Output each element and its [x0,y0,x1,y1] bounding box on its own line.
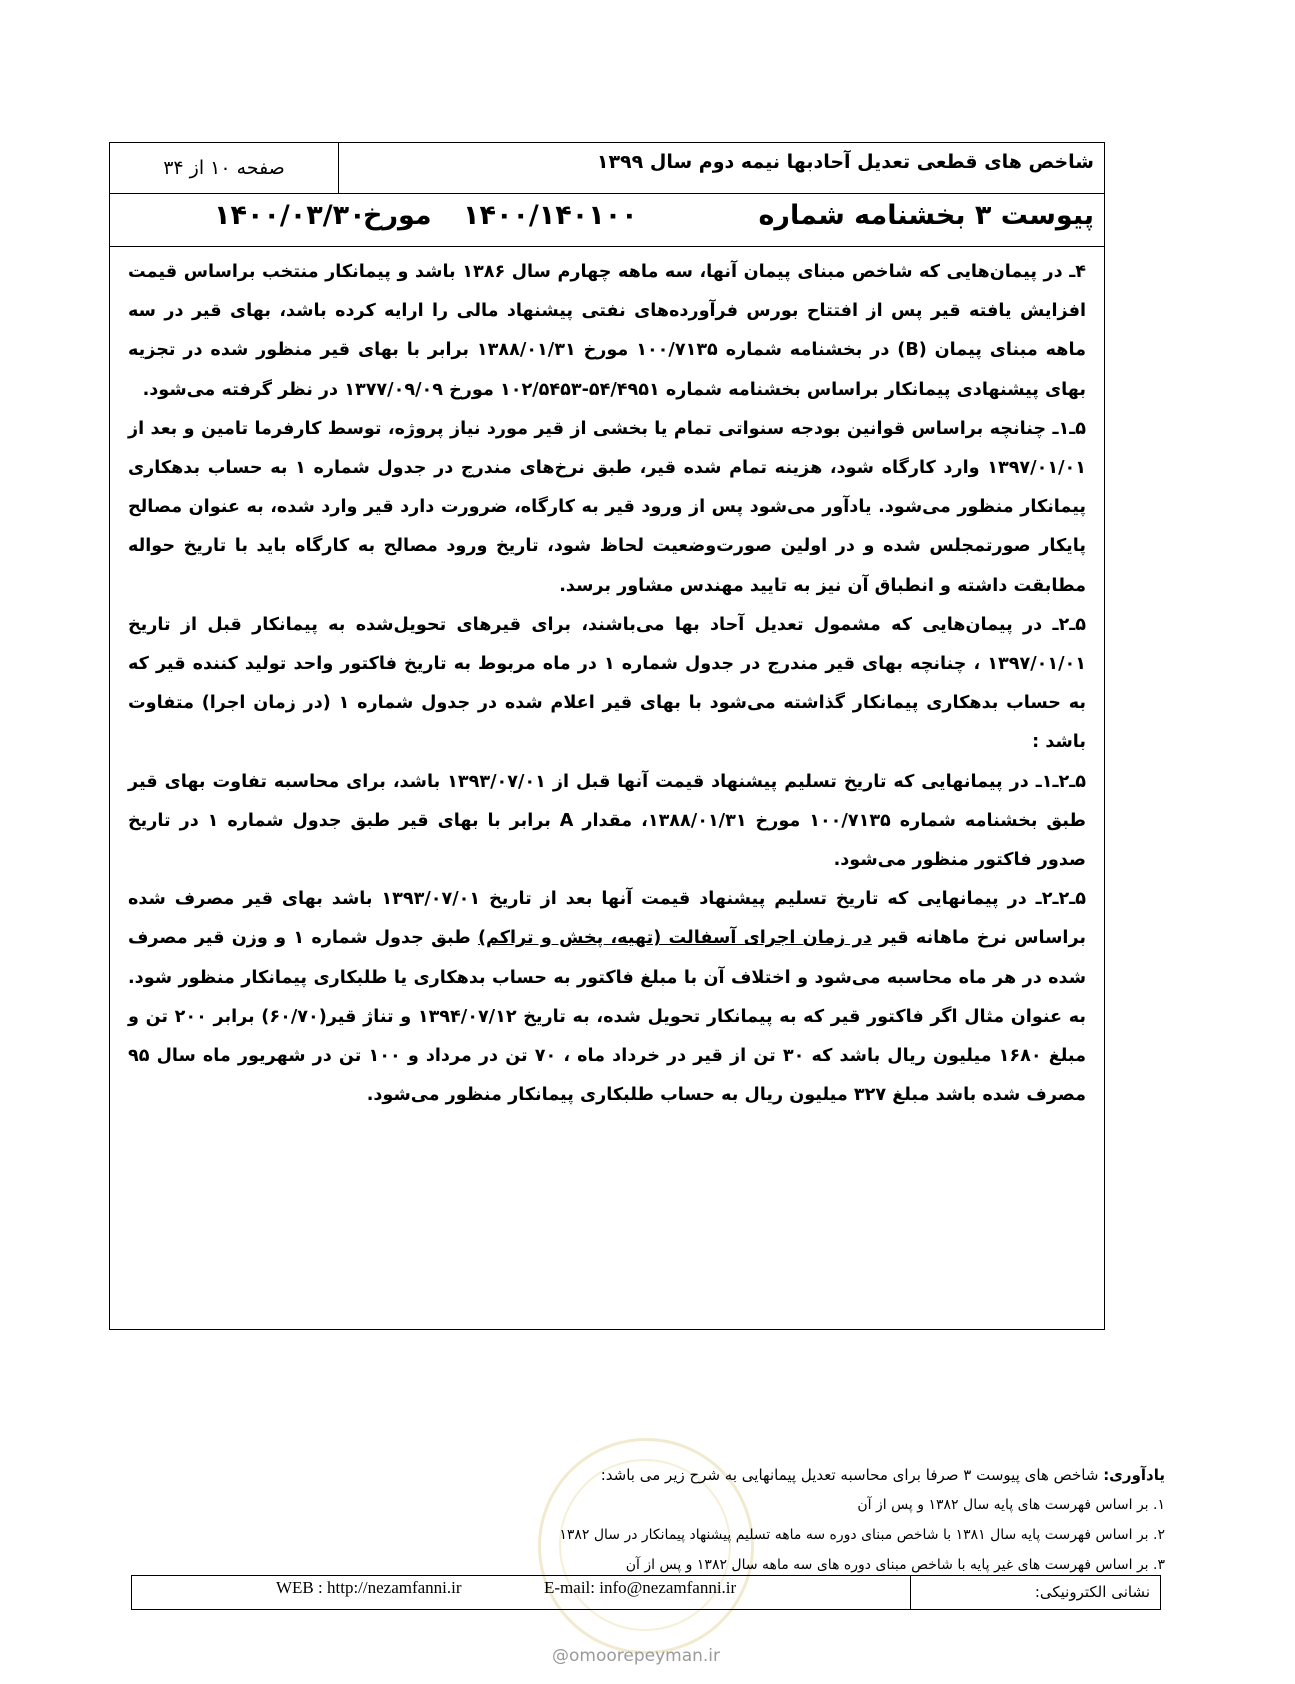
reminder-item: ۲. بر اساس فهرست پایه سال ۱۳۸۱ با شاخص مبنای دوره سه ماهه تسلیم پیشنهاد پیمانکار در سال ۱۳۸۲ [559,1527,1165,1543]
appendix-row [110,194,1104,247]
email-link[interactable]: E-mail: info@nezamfanni.ir [544,1578,737,1597]
reminder-title: یادآوری: [1103,1466,1165,1484]
paragraph-5-2: ۵ـ۲ـ در پیمان‌هایی که مشمول تعدیل آحاد بها می‌باشند، برای قیرهای تحویل‌شده به پیمانکار قبل از تاریخ ۱۳۹۷/۰۱/۰۱ ، چنانچه بهای قیر مندرج در جدول شماره ۱ در ماه مربوط به تاریخ فاکتور واحد تولید کننده قیر که به حساب بدهکاری پیمانکار گذاشته می‌شود با بهای قیر اعلام شده در جدول شماره ۱ (در زمان اجرا) متفاوت باشد : [128,614,1087,753]
reminder-item: ۳. بر اساس فهرست های غیر پایه با شاخص مبنای دوره های سه ماهه سال ۱۳۸۲ و پس از آن [625,1557,1165,1573]
reminder-intro: شاخص های پیوست ۳ صرفا برای محاسبه تعدیل پیمانهایی به شرح زیر می باشد: [600,1466,1099,1484]
document-body [110,247,1104,1115]
paragraph-5-2-1: ۵ـ۲ـ۱ـ در پیمانهایی که تاریخ تسلیم پیشنهاد قیمت آنها قبل از ۱۳۹۳/۰۷/۰۱ باشد، برای محاسبه تفاوت بهای قیر طبق بخشنامه شماره ۱۰۰/۷۱۳۵ مورخ ۱۳۸۸/۰۱/۳۱، مقدار A برابر با بهای قیر طبق جدول شماره ۱ در تاریخ صدور فاکتور منظور می‌شود. [128,771,1086,871]
document-frame [109,142,1105,1330]
paragraph-5-1: ۵ـ۱ـ چنانچه براساس قوانین بودجه سنواتی تمام یا بخشی از قیر مورد نیاز پروژه، توسط کارفرما تامین و بعد از ۱۳۹۷/۰۱/۰۱ وارد کارگاه شود، هزینه تمام شده قیر، طبق نرخ‌های مندرج در جدول شماره ۱ به حساب بدهکاری پیمانکار منظور می‌شود. یادآور می‌شود پس از ورود قیر به کارگاه، ضرورت دارد قیر وارد شده، به عنوان مصالح پایکار صورتمجلس شده و در اولین صورت‌وضعیت لحاظ شود، تاریخ ورود مصالح به کارگاه باید با تاریخ حواله مطابقت داشته و انطباق آن نیز به تایید مهندس مشاور برسد. [128,418,1086,596]
page-number: صفحه ۱۰ از ۳۴ [110,143,339,193]
dated-label: مورخ [363,200,432,231]
website-link[interactable]: WEB : http://nezamfanni.ir [276,1578,462,1597]
contact-label: نشانی الکترونیکی: [910,1576,1160,1609]
paragraph-5-2-2-end: طبق جدول شماره ۱ و وزن قیر مصرف شده در هر ماه محاسبه می‌شود و اختلاف آن با مبلغ فاکتور به حساب بدهکاری یا طلبکاری پیمانکار منظور شود. به عنوان مثال اگر فاکتور قیر که به پیمانکار تحویل شده، به تاریخ ۱۳۹۴/۰۷/۱۲ و تناژ قیر(۶۰/۷۰) برابر ۲۰۰ تن و مبلغ ۱۶۸۰ میلیون ریال باشد که ۳۰ تن از قیر در خرداد ماه ، ۷۰ تن در مرداد و ۱۰۰ تن در شهریور ماه سال ۹۵ مصرف شده باشد مبلغ ۳۲۷ میلیون ریال به حساب طلبکاری پیمانکار منظور می‌شود. [128,928,1087,1106]
paragraph-5-2-2 [128,880,1086,1115]
header-row [110,143,1104,194]
paragraph-5-2-2-underlined: در زمان اجرای آسفالت (تهیه، پخش و تراکم) [477,928,872,949]
circular-date: ۱۴۰۰/۰۳/۳۰ [214,200,366,231]
appendix-label: پیوست ۳ بخشنامه شماره [758,200,1094,231]
paragraph-4: ۴ـ در پیمان‌هایی که شاخص مبنای پیمان آنها، سه ماهه چهارم سال ۱۳۸۶ باشد و پیمانکار منتخب براساس قیمت افزایش یافته قیر پس از افتتاح بورس فرآورده‌های نفتی پیشنهاد مالی را ارایه کرده باشد، بهای قیر در سه ماهه مبنای پیمان (B) در بخشنامه شماره ۱۰۰/۷۱۳۵ مورخ ۱۳۸۸/۰۱/۳۱ برابر با بهای قیر منظور شده در تجزیه بهای پیشنهادی پیمانکار براساس بخشنامه شماره ۵۴/۴۹۵۱-۱۰۲/۵۴۵۳ مورخ ۱۳۷۷/۰۹/۰۹ در نظر گرفته می‌شود. [128,262,1086,400]
document-title: شاخص های قطعی تعدیل آحادبها نیمه دوم سال ۱۳۹۹ [596,151,1094,173]
footer-watermark: @omoorepeyman.ir [552,1646,721,1666]
reminder-item: ۱. بر اساس فهرست های پایه سال ۱۳۸۲ و پس از آن [857,1497,1165,1513]
reminder-note [105,1460,1165,1580]
contact-box [131,1575,1161,1610]
circular-number: ۱۴۰۰/۱۴۰۱۰۰ [463,200,638,231]
paragraph-5-2-2-start: ۵ـ۲ـ۲ـ در پیمانهایی که تاریخ تسلیم پیشنهاد قیمت آنها بعد از تاریخ ۱۳۹۳/۰۷/۰۱ باشد بهای قیر مصرف شده براساس نرخ ماهانه قیر [128,889,1086,949]
